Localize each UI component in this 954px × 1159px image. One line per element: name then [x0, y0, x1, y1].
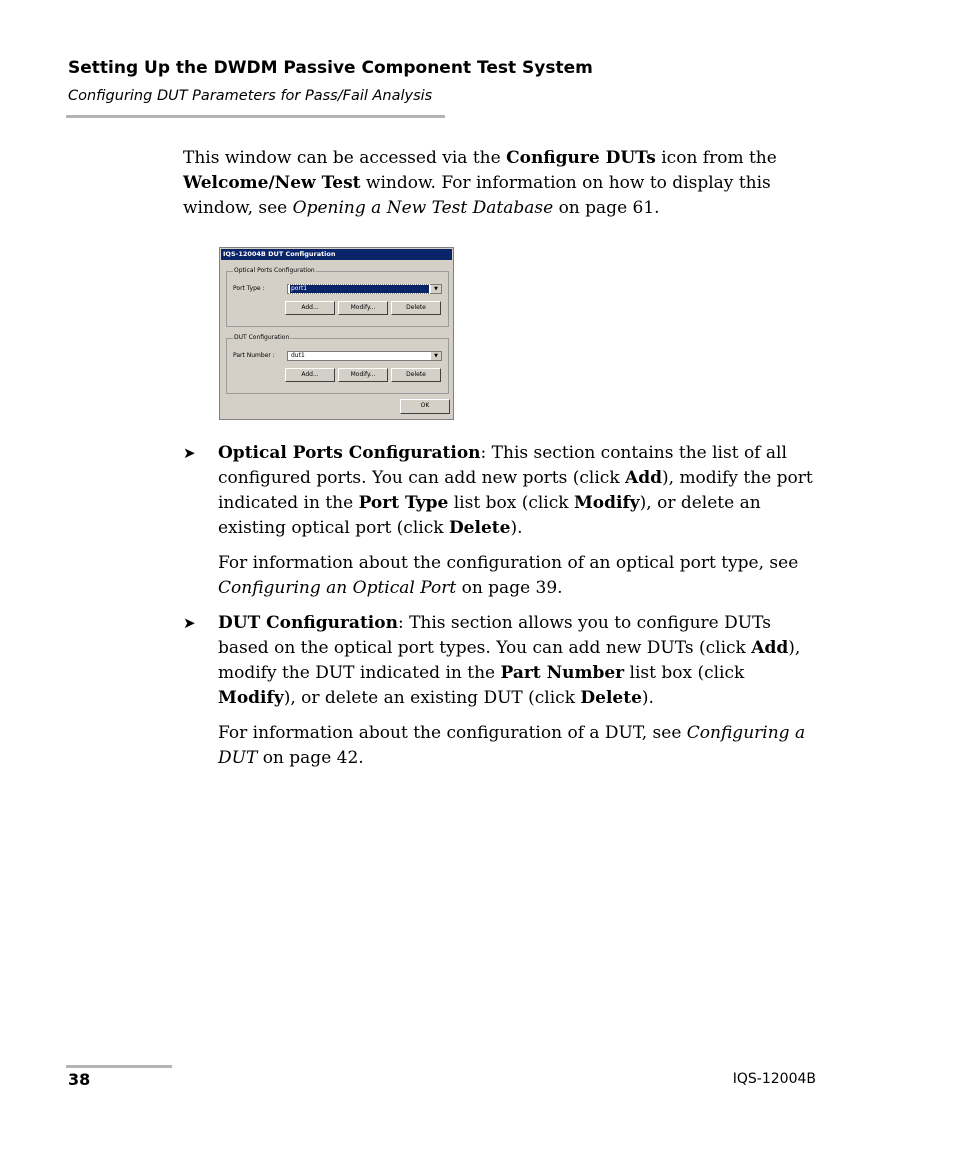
- intro-text: on page 61.: [553, 198, 660, 218]
- optical-ports-group-label: Optical Ports Configuration: [234, 267, 315, 274]
- port-modify-button[interactable]: Modify...: [338, 301, 388, 315]
- port-type-label: Port Type :: [233, 285, 265, 292]
- keyword-port-type: Port Type: [358, 493, 449, 513]
- bullet-heading: DUT Configuration: [218, 613, 398, 633]
- info-text: on page 42.: [257, 748, 364, 768]
- port-type-select[interactable]: [287, 284, 442, 294]
- intro-text: window. For information on how to display this window, see: [183, 173, 771, 218]
- intro-text: This window can be accessed via the: [183, 148, 507, 168]
- dut-group-label: DUT Configuration: [234, 334, 290, 341]
- link-configuring-optical-port: Configuring an Optical Port: [218, 578, 457, 598]
- dut-delete-button[interactable]: Delete: [391, 368, 441, 382]
- part-number-value: dut1: [291, 352, 305, 359]
- dialog-title-bar: IQS-12004B DUT Configuration: [221, 249, 452, 260]
- info-text: on page 39.: [456, 578, 563, 598]
- port-add-button[interactable]: Add...: [285, 301, 335, 315]
- intro-bold-configure-duts: Configure DUTs: [506, 148, 656, 168]
- intro-text: icon from the: [655, 148, 777, 168]
- keyword-part-number: Part Number: [500, 663, 625, 683]
- part-number-select[interactable]: [287, 351, 442, 361]
- link-configuring-dut: Configuring a DUT: [218, 723, 806, 768]
- optical-ports-info: [218, 551, 823, 601]
- bullet-text: ), or delete an existing optical port (click: [218, 493, 761, 538]
- bullet-text: list box (click: [624, 663, 745, 683]
- dut-configuration-bullet: [218, 611, 823, 711]
- keyword-modify: Modify: [573, 493, 640, 513]
- intro-link-opening-db: Opening a New Test Database: [292, 198, 554, 218]
- keyword-add: Add: [625, 468, 662, 488]
- page-number: 38: [68, 1070, 91, 1089]
- dut-modify-button[interactable]: Modify...: [338, 368, 388, 382]
- chevron-down-icon[interactable]: ▼: [430, 285, 441, 293]
- bullet-text: ), modify the DUT indicated in the: [218, 638, 801, 683]
- bullet-text: ), or delete an existing DUT (click: [283, 688, 581, 708]
- optical-ports-group: [226, 267, 449, 327]
- keyword-delete: Delete: [448, 518, 511, 538]
- dut-configuration-dialog: [219, 247, 454, 420]
- dut-configuration-group: [226, 334, 449, 394]
- chevron-down-icon[interactable]: ▼: [430, 352, 441, 360]
- bullet-text: ).: [641, 688, 654, 708]
- dut-add-button[interactable]: Add...: [285, 368, 335, 382]
- intro-paragraph: [183, 146, 823, 221]
- ok-button[interactable]: OK: [400, 399, 450, 414]
- port-delete-button[interactable]: Delete: [391, 301, 441, 315]
- bullet-text: ), modify the port indicated in the: [218, 468, 813, 513]
- bullet-arrow-icon: ➤: [183, 614, 196, 632]
- keyword-add: Add: [751, 638, 789, 658]
- info-text: For information about the configuration of an optical port type, see: [218, 553, 799, 573]
- bullet-text: : This section contains the list of all configured ports. You can add new ports (click: [218, 443, 787, 488]
- bullet-arrow-icon: ➤: [183, 444, 196, 462]
- bullet-text: list box (click: [448, 493, 574, 513]
- optical-ports-bullet: [218, 441, 823, 541]
- product-name: IQS-12004B: [732, 1071, 816, 1087]
- info-text: For information about the configuration of a DUT, see: [218, 723, 687, 743]
- header-subtitle: Configuring DUT Parameters for Pass/Fail Analysis: [68, 88, 433, 104]
- dut-info: [218, 721, 823, 771]
- part-number-label: Part Number :: [233, 352, 275, 359]
- header-rule: [66, 115, 445, 118]
- footer-rule: [66, 1065, 172, 1068]
- intro-bold-welcome: Welcome/New Test: [183, 173, 361, 193]
- bullet-text: ).: [510, 518, 523, 538]
- port-type-value: port1: [290, 285, 429, 293]
- bullet-heading: Optical Ports Configuration: [218, 443, 481, 463]
- keyword-modify: Modify: [218, 688, 284, 708]
- bullet-text: : This section allows you to configure DUTs based on the optical port types. You can add new DUTs (click: [218, 613, 771, 658]
- header-title: Setting Up the DWDM Passive Component Test System: [68, 58, 593, 78]
- keyword-delete: Delete: [580, 688, 642, 708]
